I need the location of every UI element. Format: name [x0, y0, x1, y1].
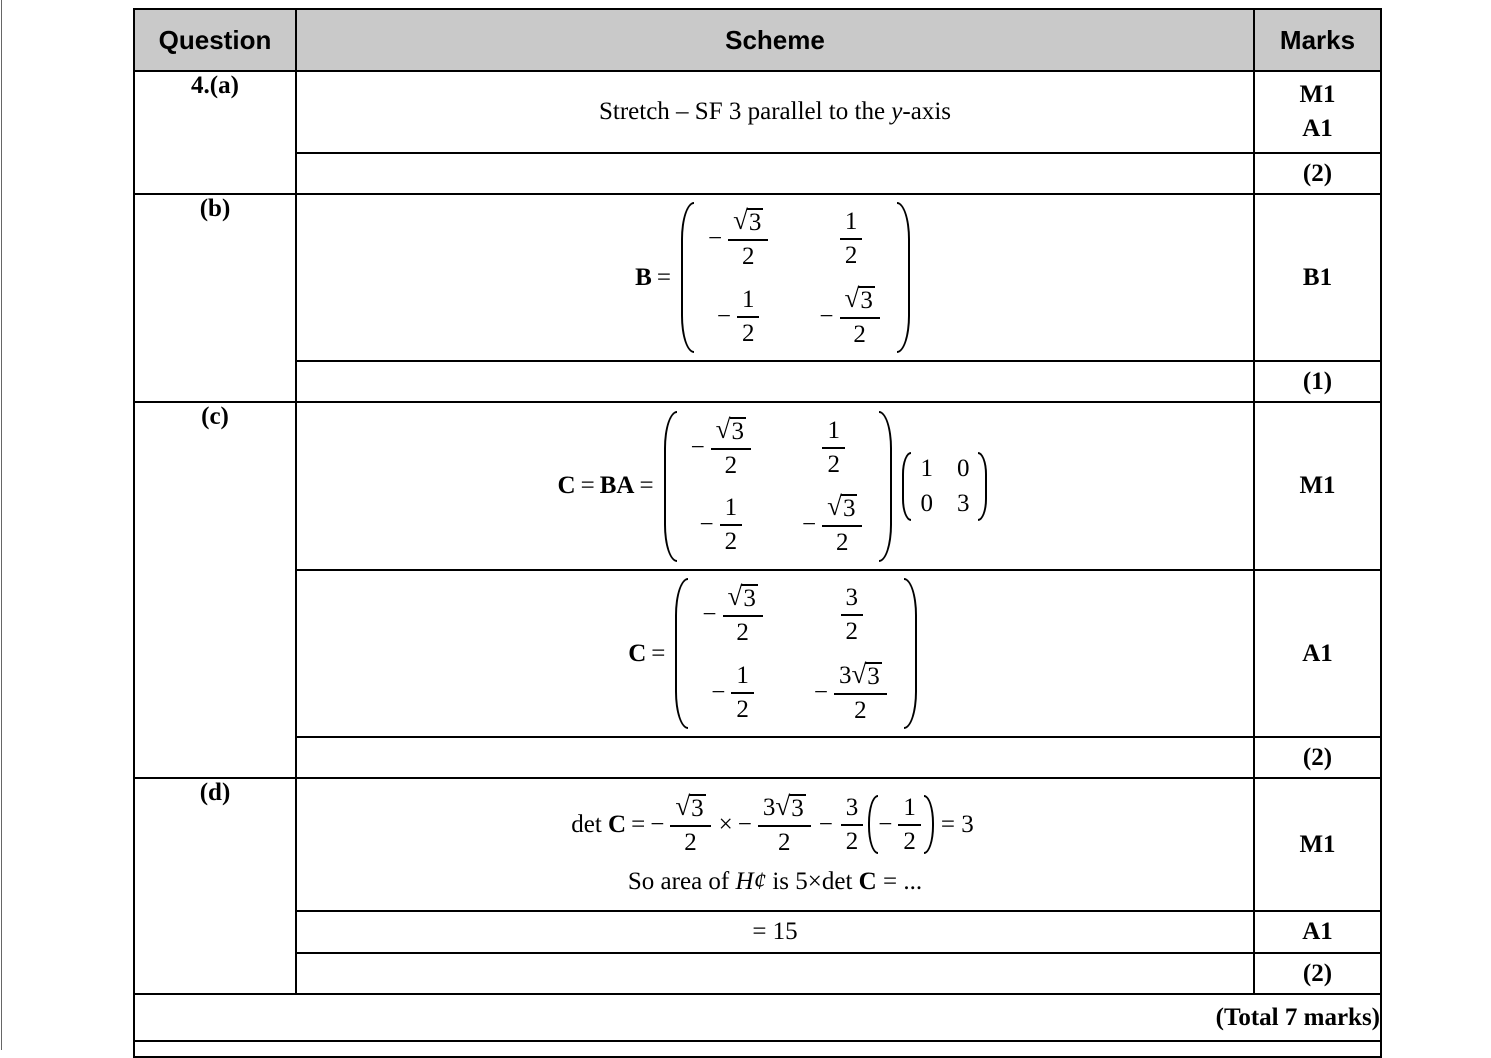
row-bottom-spacer — [134, 1041, 1381, 1057]
subtotal-d: (2) — [1254, 953, 1381, 994]
numerator: 1 — [720, 494, 743, 526]
mark-scheme-table — [133, 8, 1382, 1058]
row-b-scheme — [134, 194, 1381, 361]
matrix-entry-r1c2: 0 — [956, 454, 970, 482]
term-1 — [650, 790, 713, 857]
row-total — [134, 994, 1381, 1041]
row-b-subtotal — [134, 361, 1381, 402]
sqrt — [775, 790, 805, 822]
denominator: 2 — [741, 319, 755, 347]
fraction — [841, 584, 864, 646]
denominator: 2 — [845, 618, 859, 646]
left-paren-icon — [902, 452, 911, 521]
left-paren-icon — [681, 202, 694, 353]
matrix-entry-r1c2 — [837, 208, 866, 270]
denominator: 2 — [844, 242, 858, 270]
result-value: = 3 — [940, 810, 974, 838]
radical-icon: √ — [851, 658, 867, 689]
marks-c1: M1 — [1254, 402, 1381, 570]
matrix-B-grid — [694, 201, 897, 354]
matrix-C — [675, 577, 916, 730]
right-paren-icon — [904, 578, 917, 729]
radical-icon: √ — [675, 790, 691, 821]
radicand: 3 — [748, 209, 762, 236]
scheme-a-text-pre: Stretch – SF 3 parallel to the — [598, 98, 892, 125]
equals-sign: = — [651, 639, 666, 667]
radical-icon: √ — [827, 491, 842, 521]
radicand: 3 — [691, 794, 704, 822]
matrix-entry-r2c2 — [819, 282, 882, 349]
numerator — [670, 790, 710, 827]
sqrt — [727, 581, 758, 612]
bottom-spacer-cell — [134, 1041, 1381, 1057]
parenthesized-term — [868, 794, 934, 856]
matrix-B-copy — [664, 410, 893, 563]
mark-a-m1: M1 — [1299, 81, 1336, 109]
fraction — [758, 790, 811, 857]
row-a-scheme — [134, 71, 1381, 153]
equation-C-BA — [558, 410, 993, 563]
minus-sign: − — [690, 433, 705, 461]
row-c-scheme-1 — [134, 402, 1381, 570]
coefficient: 3 — [762, 793, 776, 821]
numerator — [728, 207, 768, 241]
denominator: 2 — [903, 828, 916, 855]
minus-sign: − — [650, 810, 665, 838]
page-left-edge — [1, 0, 2, 1050]
matrix-entry-r2c1 — [699, 494, 745, 556]
scheme-a-variable: y — [891, 98, 903, 125]
marks-a — [1254, 71, 1381, 153]
matrix-entry-r1c2 — [819, 417, 848, 479]
radical-icon: √ — [844, 282, 860, 313]
row-d-scheme-1 — [134, 778, 1381, 911]
question-label-4a: 4.(a) — [134, 71, 296, 194]
denominator: 2 — [836, 529, 849, 557]
col-header-scheme: Scheme — [296, 9, 1254, 71]
matrix-B — [681, 201, 910, 354]
fraction — [711, 413, 751, 480]
radicand: 3 — [731, 417, 744, 445]
numerator: 1 — [822, 417, 845, 449]
mark-a-a1: A1 — [1302, 115, 1333, 142]
subtotal-c: (2) — [1254, 737, 1381, 778]
col-header-marks: Marks — [1254, 9, 1381, 71]
numerator — [840, 282, 880, 319]
marks-d1: M1 — [1254, 778, 1381, 911]
subtotal-b: (1) — [1254, 361, 1381, 402]
right-paren-icon — [879, 411, 892, 562]
sqrt — [715, 413, 746, 445]
denominator: 2 — [854, 696, 867, 724]
symbol-C: C — [628, 639, 647, 667]
row-d-subtotal — [134, 953, 1381, 994]
minus-sign: − — [813, 678, 828, 706]
equals-sign: = — [639, 472, 654, 500]
matrix-entry-r1c1 — [708, 207, 771, 271]
symbol-B: B — [635, 263, 652, 291]
final-answer: = 15 — [752, 918, 798, 945]
scheme-d1 — [296, 778, 1254, 911]
radical-icon: √ — [727, 581, 743, 611]
matrix-entry-r1c1: 1 — [920, 454, 933, 482]
times-sign: × — [718, 810, 733, 838]
radicand: 3 — [743, 585, 756, 612]
matrix-A — [902, 451, 987, 522]
right-paren-icon — [924, 795, 934, 855]
left-paren-icon — [675, 578, 688, 729]
numerator: 3 — [841, 794, 864, 826]
denominator: 2 — [736, 695, 749, 723]
marks-b: B1 — [1254, 194, 1381, 361]
symbol-C: C — [557, 472, 576, 500]
scheme-d2 — [296, 911, 1254, 953]
denominator: 2 — [724, 451, 738, 479]
radicand: 3 — [860, 286, 873, 314]
denominator: 2 — [853, 320, 866, 348]
scheme-c-empty — [296, 737, 1254, 778]
scheme-c1 — [296, 402, 1254, 570]
sqrt — [675, 790, 705, 822]
minus-sign: − — [737, 810, 752, 838]
equation-B — [635, 201, 915, 354]
numerator — [834, 658, 887, 695]
minus-sign: − — [878, 810, 893, 838]
fraction — [840, 282, 880, 349]
matrix-entry-r2c2 — [802, 493, 865, 557]
matrix-entry-r1c1 — [690, 413, 754, 480]
row-c-scheme-2 — [134, 570, 1381, 737]
matrix-C-grid — [688, 577, 903, 730]
symbol-H-prime: H¢ — [735, 868, 767, 896]
right-paren-icon — [978, 452, 987, 521]
scheme-a-empty — [296, 153, 1254, 194]
fraction — [822, 493, 862, 557]
denominator: 2 — [845, 828, 859, 855]
scheme-a — [296, 71, 1254, 153]
right-paren-icon — [897, 202, 910, 353]
question-label-c: (c) — [134, 402, 296, 778]
minus-sign: − — [711, 678, 726, 706]
numerator: 3 — [841, 584, 864, 616]
denominator: 2 — [736, 619, 749, 647]
equation-C-result — [628, 577, 922, 730]
fraction — [898, 794, 921, 856]
sqrt — [733, 205, 763, 236]
numerator: 1 — [840, 208, 863, 240]
question-label-d: (d) — [134, 778, 296, 994]
fraction — [822, 417, 845, 479]
matrix-entry-r2c1 — [717, 286, 763, 348]
radical-icon: √ — [733, 205, 748, 235]
fraction — [834, 658, 887, 725]
symbol-BA: BA — [599, 472, 635, 500]
marks-c2: A1 — [1254, 570, 1381, 737]
numerator: 1 — [737, 286, 760, 318]
scheme-b — [296, 194, 1254, 361]
fraction — [728, 207, 768, 271]
sqrt — [851, 658, 881, 690]
scheme-d-empty — [296, 953, 1254, 994]
det-word: det — [571, 810, 602, 838]
equation-detC — [571, 790, 979, 857]
sqrt — [844, 282, 875, 314]
radicand: 3 — [842, 495, 856, 522]
area-text-end: = ... — [876, 868, 923, 896]
left-paren-icon — [868, 795, 878, 855]
radicand: 3 — [791, 794, 804, 822]
fraction — [670, 790, 710, 857]
area-expression: 5×det — [795, 868, 859, 896]
term-4 — [878, 794, 924, 856]
header-row — [134, 9, 1381, 71]
numerator — [758, 790, 811, 827]
minus-sign: − — [818, 810, 833, 838]
subtotal-a: (2) — [1254, 153, 1381, 194]
matrix-A-grid — [911, 451, 978, 522]
matrix-grid — [677, 410, 880, 563]
area-statement — [297, 868, 1253, 896]
scheme-b-empty — [296, 361, 1254, 402]
radicand: 3 — [867, 662, 880, 690]
minus-sign: − — [707, 225, 723, 252]
denominator: 2 — [684, 829, 697, 856]
numerator — [723, 583, 763, 617]
matrix-entry-r2c1 — [711, 662, 757, 724]
numerator — [822, 493, 862, 527]
fraction — [731, 662, 754, 724]
total-marks: (Total 7 marks) — [134, 994, 1381, 1041]
marks-d2: A1 — [1254, 911, 1381, 953]
fraction — [841, 794, 864, 856]
scheme-a-text-post: -axis — [902, 98, 952, 125]
equals-sign: = — [631, 810, 646, 838]
sqrt — [827, 491, 857, 522]
radical-icon: √ — [775, 790, 791, 821]
equals-sign: = — [580, 472, 595, 500]
denominator: 2 — [724, 528, 738, 556]
numerator: 1 — [898, 794, 921, 826]
matrix-entry-r1c1 — [702, 583, 765, 647]
coefficient: 3 — [838, 661, 852, 689]
col-header-question: Question — [134, 9, 296, 71]
symbol-C: C — [608, 810, 627, 838]
scheme-c2 — [296, 570, 1254, 737]
minus-sign: − — [699, 511, 714, 538]
fraction — [720, 494, 743, 556]
denominator: 2 — [741, 243, 755, 271]
left-paren-icon — [664, 411, 677, 562]
fraction — [737, 286, 760, 348]
symbol-C: C — [858, 868, 877, 896]
minus-sign: − — [716, 302, 731, 330]
matrix-entry-r2c2: 3 — [956, 490, 970, 517]
numerator — [711, 413, 751, 450]
denominator: 2 — [827, 450, 840, 478]
row-a-subtotal — [134, 153, 1381, 194]
fraction — [723, 583, 763, 647]
matrix-entry-r1c2 — [838, 584, 867, 646]
row-c-subtotal — [134, 737, 1381, 778]
term-2 — [737, 790, 814, 857]
area-text-mid: is — [766, 868, 796, 896]
area-text-pre: So area of — [627, 868, 736, 896]
minus-sign: − — [802, 511, 817, 538]
numerator: 1 — [731, 662, 754, 694]
matrix-entry-r2c1: 0 — [920, 490, 933, 517]
minus-sign: − — [819, 302, 834, 330]
minus-sign: − — [702, 601, 717, 628]
question-label-b: (b) — [134, 194, 296, 402]
row-d-scheme-2 — [134, 911, 1381, 953]
matrix-entry-r2c2 — [813, 658, 890, 725]
radical-icon: √ — [715, 413, 731, 444]
denominator: 2 — [778, 829, 791, 856]
equals-sign: = — [656, 263, 671, 291]
fraction — [840, 208, 863, 270]
